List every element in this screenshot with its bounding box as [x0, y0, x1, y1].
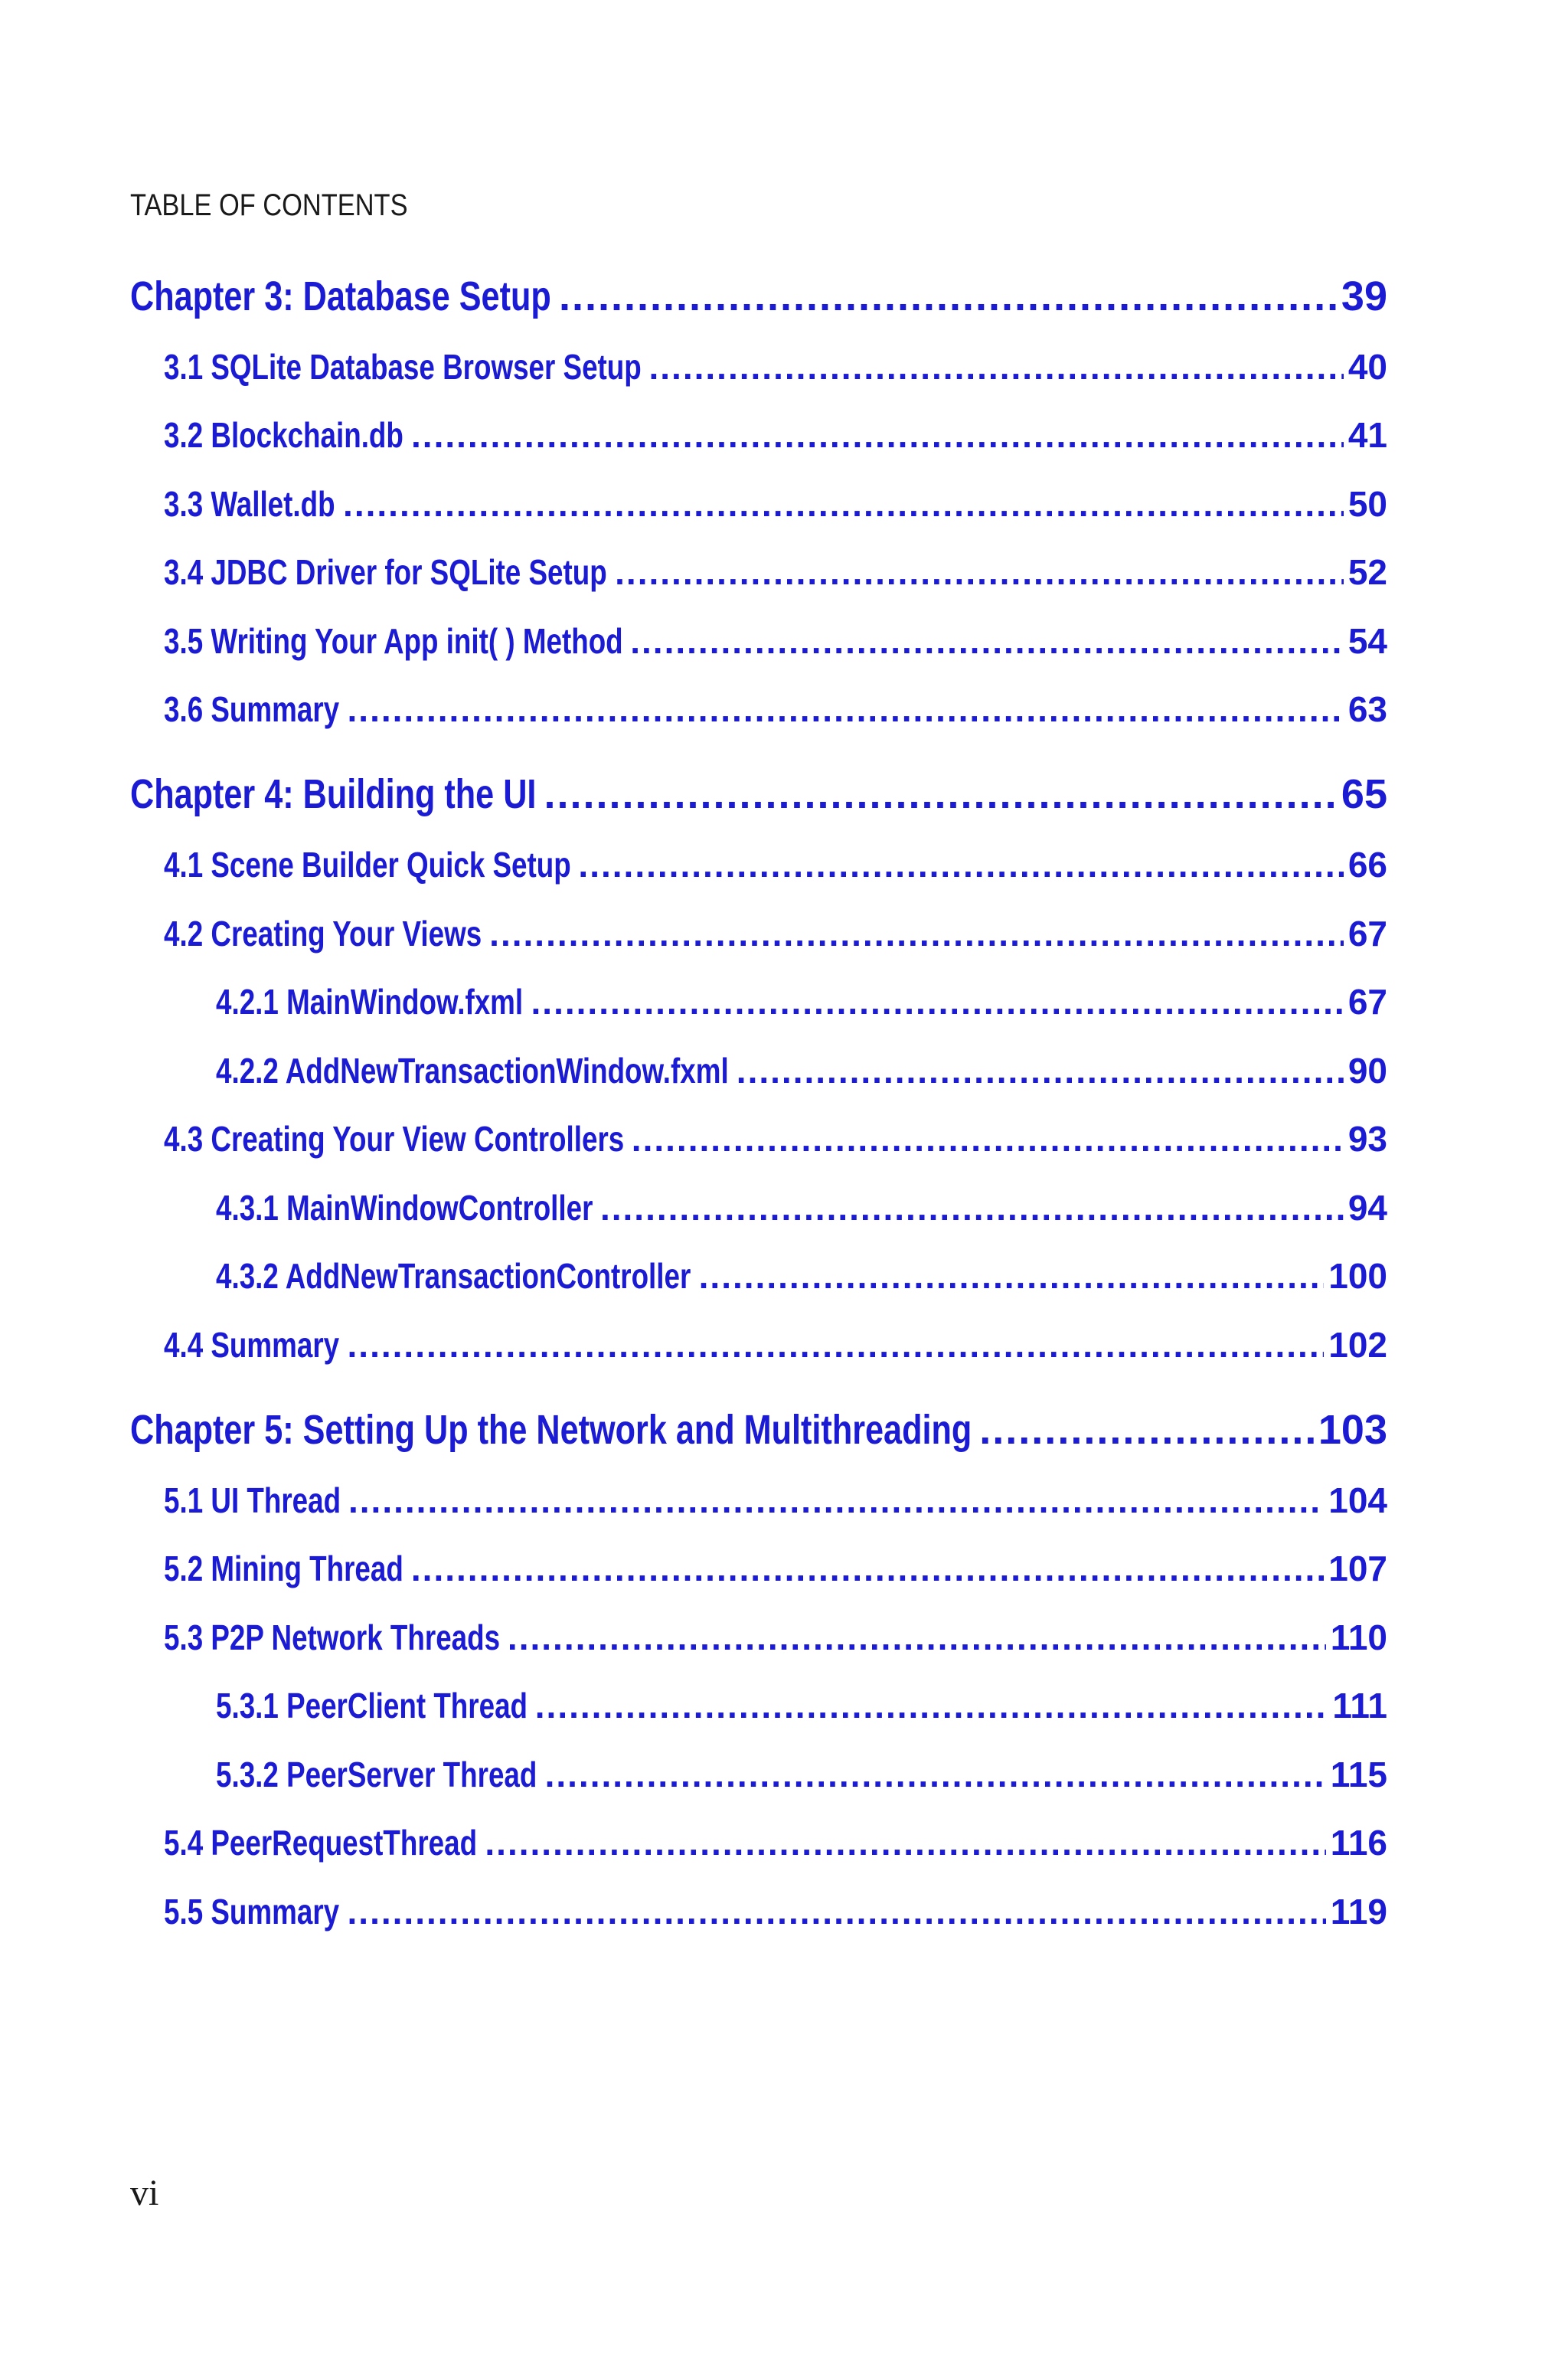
toc-entry-title: 4.1 Scene Builder Quick Setup	[164, 845, 571, 885]
toc-section-entry[interactable]	[164, 346, 1387, 388]
toc-entry-title: 3.1 SQLite Database Browser Setup	[164, 347, 642, 387]
toc-entry-title: 4.4 Summary	[164, 1325, 340, 1365]
toc-entry-title: 3.3 Wallet.db	[164, 484, 335, 524]
toc-chapter-entry[interactable]	[130, 770, 1387, 818]
toc-entry-page: 100	[1328, 1256, 1387, 1296]
toc-section-entry[interactable]	[164, 1548, 1387, 1589]
toc-section-entry[interactable]	[164, 1118, 1387, 1160]
toc-entry-page: 103	[1318, 1407, 1387, 1453]
toc-dot-leader	[979, 1406, 1314, 1454]
toc-entry-page: 90	[1348, 1051, 1387, 1091]
toc-dot-leader	[508, 1617, 1326, 1658]
toc-subsection-entry[interactable]	[216, 1050, 1387, 1091]
toc-entry-title: 4.2.1 MainWindow.fxml	[216, 982, 524, 1022]
toc-dot-leader	[411, 414, 1344, 456]
toc-entry-title: 4.3.2 AddNewTransactionController	[216, 1256, 691, 1296]
toc-entry-page: 111	[1332, 1686, 1387, 1725]
toc-entry-title: 3.5 Writing Your App init( ) Method	[164, 621, 623, 661]
toc-entry-title: Chapter 3: Database Setup	[130, 273, 551, 319]
toc-dot-leader	[348, 1480, 1324, 1521]
toc-entry-page: 94	[1348, 1188, 1387, 1228]
toc-entry-page: 102	[1328, 1325, 1387, 1365]
toc-entry-title: 4.2 Creating Your Views	[164, 914, 482, 953]
toc-dot-leader	[699, 1255, 1325, 1297]
toc-entry-page: 116	[1330, 1823, 1387, 1863]
toc-dot-leader	[531, 981, 1344, 1022]
toc-subsection-entry[interactable]	[216, 1754, 1387, 1795]
toc-entry-title: Chapter 5: Setting Up the Network and Multithreading	[130, 1407, 972, 1453]
toc-entry-title: Chapter 4: Building the UI	[130, 771, 537, 817]
toc-section-entry[interactable]	[164, 913, 1387, 954]
toc-dot-leader	[630, 620, 1344, 662]
toc-section-entry[interactable]	[164, 620, 1387, 662]
toc-dot-leader	[600, 1187, 1344, 1228]
toc-dot-leader	[559, 273, 1337, 320]
toc-entry-title: 4.3.1 MainWindowController	[216, 1188, 593, 1228]
toc-dot-leader	[348, 689, 1344, 730]
toc-section-entry[interactable]	[164, 1480, 1387, 1521]
toc-subsection-entry[interactable]	[216, 981, 1387, 1022]
toc-entry-title: 5.2 Mining Thread	[164, 1549, 403, 1588]
toc-subsection-entry[interactable]	[216, 1685, 1387, 1726]
toc-dot-leader	[544, 770, 1336, 818]
running-head: TABLE OF CONTENTS	[130, 188, 408, 222]
toc-section-entry[interactable]	[164, 551, 1387, 593]
toc-entry-page: 93	[1348, 1119, 1387, 1159]
toc-chapter-entry[interactable]	[130, 273, 1387, 320]
toc-entry-page: 63	[1348, 689, 1387, 729]
toc-entry-page: 67	[1348, 982, 1387, 1022]
toc-subsection-entry[interactable]	[216, 1187, 1387, 1228]
toc-entry-title: 5.1 UI Thread	[164, 1480, 341, 1520]
toc-entry-page: 41	[1348, 415, 1387, 455]
toc-section-entry[interactable]	[164, 1822, 1387, 1863]
toc-section-entry[interactable]	[164, 483, 1387, 525]
toc-dot-leader	[649, 346, 1344, 388]
toc-dot-leader	[535, 1685, 1328, 1726]
toc-section-entry[interactable]	[164, 1324, 1387, 1366]
toc-entry-title: 5.3 P2P Network Threads	[164, 1617, 501, 1657]
toc-subsection-entry[interactable]	[216, 1255, 1387, 1297]
toc-chapter-entry[interactable]	[130, 1406, 1387, 1454]
toc-section-entry[interactable]	[164, 1617, 1387, 1658]
toc-entry-page: 66	[1348, 845, 1387, 885]
toc-entry-page: 40	[1348, 347, 1387, 387]
toc-entry-title: 5.3.1 PeerClient Thread	[216, 1686, 528, 1725]
toc-dot-leader	[343, 483, 1344, 525]
toc-entry-title: 4.2.2 AddNewTransactionWindow.fxml	[216, 1051, 729, 1091]
toc-entry-title: 3.6 Summary	[164, 689, 340, 729]
toc-entry-page: 52	[1348, 552, 1387, 592]
toc-dot-leader	[545, 1754, 1326, 1795]
toc-section-entry[interactable]	[164, 689, 1387, 730]
toc-entry-title: 5.3.2 PeerServer Thread	[216, 1755, 537, 1794]
toc-entry-page: 39	[1341, 273, 1387, 319]
toc-dot-leader	[485, 1822, 1325, 1863]
toc-dot-leader	[578, 844, 1343, 885]
toc-entry-title: 5.5 Summary	[164, 1892, 340, 1932]
toc-dot-leader	[489, 913, 1344, 954]
toc-dot-leader	[348, 1324, 1325, 1366]
toc-entry-title: 4.3 Creating Your View Controllers	[164, 1119, 625, 1159]
toc-section-entry[interactable]	[164, 1891, 1387, 1932]
toc-section-entry[interactable]	[164, 844, 1387, 885]
toc-dot-leader	[737, 1050, 1344, 1091]
toc-entry-page: 54	[1348, 621, 1387, 661]
toc-section-entry[interactable]	[164, 414, 1387, 456]
toc-entry-page: 65	[1341, 771, 1387, 817]
toc-entry-page: 67	[1348, 914, 1387, 953]
toc-entry-page: 110	[1330, 1617, 1387, 1657]
toc-dot-leader	[348, 1891, 1326, 1932]
page-number: vi	[130, 2173, 159, 2213]
toc-entry-page: 107	[1328, 1549, 1387, 1588]
toc-dot-leader	[411, 1548, 1324, 1589]
toc-dot-leader	[615, 551, 1344, 593]
toc-entry-page: 119	[1330, 1892, 1387, 1932]
toc-entry-title: 3.2 Blockchain.db	[164, 415, 403, 455]
toc-entry-page: 104	[1328, 1480, 1387, 1520]
toc-dot-leader	[632, 1118, 1344, 1160]
toc-entry-page: 115	[1330, 1755, 1387, 1794]
toc-entry-page: 50	[1348, 484, 1387, 524]
toc-entry-title: 5.4 PeerRequestThread	[164, 1823, 478, 1863]
toc-entry-title: 3.4 JDBC Driver for SQLite Setup	[164, 552, 607, 592]
